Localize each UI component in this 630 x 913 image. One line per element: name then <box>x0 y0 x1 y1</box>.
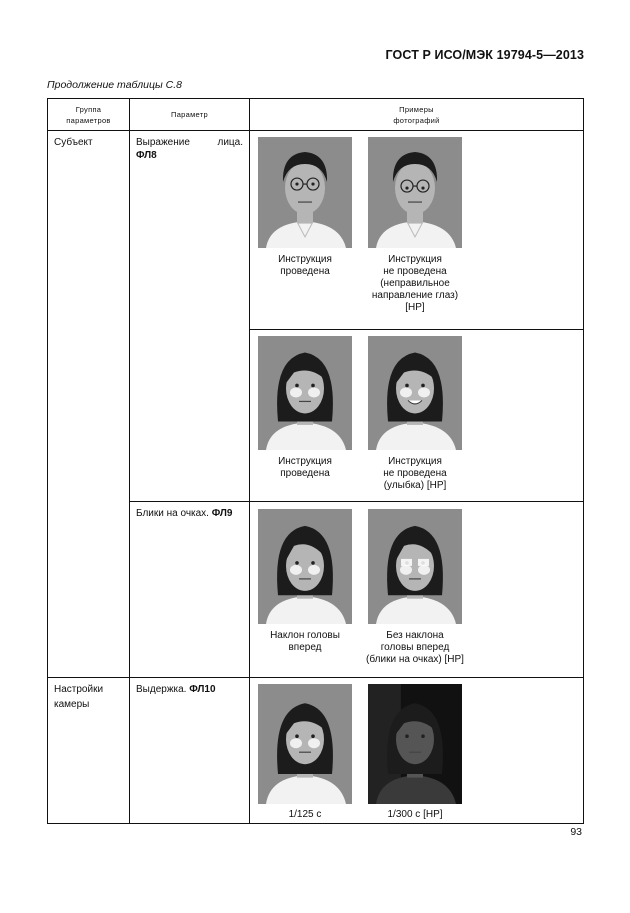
photo-caption: Инструкция проведена <box>278 254 332 277</box>
face-photo <box>258 509 352 624</box>
header-group: Группа параметров <box>48 99 130 131</box>
photos-cell <box>250 330 584 502</box>
header-examples: Примеры фотографий <box>250 99 584 131</box>
photo-caption: Инструкция не проведена (улыбка) [НР] <box>383 456 447 491</box>
group-camera: Настройки камеры <box>48 678 130 824</box>
photo-example <box>368 509 462 666</box>
photo-example <box>258 137 352 314</box>
face-photo <box>368 137 462 248</box>
parameter-expression: Выражение лица. ФЛ8 <box>130 131 250 502</box>
standard-code: ГОСТ Р ИСО/МЭК 19794-5—2013 <box>385 48 584 62</box>
photo-example <box>368 684 462 821</box>
photo-example <box>368 137 462 314</box>
photo-example <box>368 336 462 492</box>
face-photo <box>368 509 462 624</box>
table-caption: Продолжение таблицы С.8 <box>47 79 182 91</box>
parameter-exposure: Выдержка. ФЛ10 <box>130 678 250 824</box>
photo-example <box>258 336 352 492</box>
photo-example <box>258 684 352 821</box>
table-row <box>48 131 584 330</box>
photos-cell <box>250 502 584 678</box>
parameter-glare: Блики на очках. ФЛ9 <box>130 502 250 678</box>
photo-example <box>258 509 352 666</box>
group-subject: Субъект <box>48 131 130 678</box>
face-photo <box>368 336 462 450</box>
table-header-row <box>48 99 584 131</box>
photo-caption: Инструкция проведена <box>278 456 332 479</box>
face-photo <box>258 137 352 248</box>
face-photo <box>258 336 352 450</box>
photo-caption: Без наклона головы вперед (блики на очках) [НР] <box>366 630 464 665</box>
examples-table <box>47 98 584 824</box>
page-number: 93 <box>570 826 582 838</box>
face-photo <box>258 684 352 804</box>
face-photo <box>368 684 462 804</box>
photos-cell <box>250 131 584 330</box>
photos-cell <box>250 678 584 824</box>
header-parameter: Параметр <box>130 99 250 131</box>
photo-caption: Наклон головы вперед <box>270 630 340 653</box>
photo-caption: 1/300 с [НР] <box>387 809 443 820</box>
photo-caption: Инструкция не проведена (неправильное направление глаз) [НР] <box>371 254 459 313</box>
photo-caption: 1/125 с <box>288 809 322 820</box>
table-row <box>48 678 584 824</box>
